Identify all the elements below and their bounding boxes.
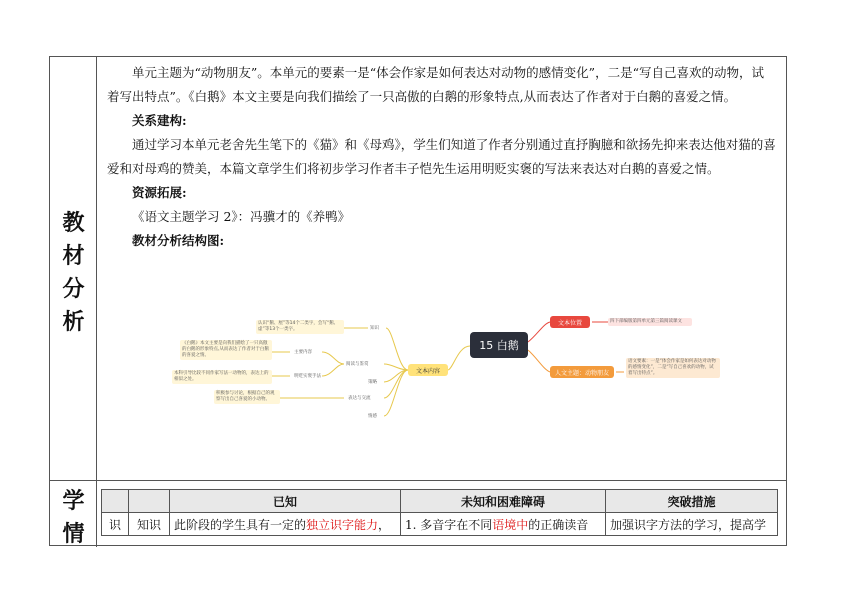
mindmap-branch-emotion: 情感 [368, 414, 377, 419]
mindmap-sub-main-idea: 主要内容 [294, 350, 312, 355]
mindmap-node-text-position: 文本位置 [550, 316, 590, 328]
mindmap-leaf-expression: 积极参与讨论，根据自己的观察写出自己喜爱的小动物。 [214, 390, 280, 404]
unknown-suffix: 的正确读音 [528, 517, 589, 532]
structure-mindmap [118, 254, 718, 434]
structure-heading: 教材分析结构图: [132, 233, 225, 248]
known-text: 此阶段的学生具有一定的 [174, 517, 307, 532]
mindmap-branch-strategy: 策略 [368, 380, 377, 385]
study-header-unknown: 未知和困难障碍 [401, 490, 606, 513]
study-label-char: 情 [62, 521, 85, 547]
analysis-paragraph-1: 单元主题为“动物朋友”。本单元的要素一是“体会作家是如何表达对动物的感情变化”，二是“写自己喜欢的动物，试着写出特点”。《白鹅》本文主要是向我们描绘了一只高傲的白鹅的形象特点,从而表达了作者对于白鹅的喜爱之情。 [107, 65, 764, 104]
study-cell-unknown [401, 513, 606, 536]
analysis-label-char: 材 [62, 243, 85, 269]
known-suffix: ， [378, 517, 391, 532]
mindmap-node-text-content: 文本内容 [408, 364, 448, 376]
relation-heading: 关系建构: [132, 113, 187, 128]
resource-text: 《语文主题学习 2》：冯骥才的《养鸭》 [132, 209, 351, 224]
study-table-header-row [102, 490, 778, 513]
mindmap-center-node: 15 白鹅 [470, 332, 528, 358]
mindmap-leaf-text-position: 四下部编版第四单元第三篇阅读课文 [608, 318, 692, 326]
analysis-label-char: 教 [62, 210, 85, 236]
unknown-text: 1. 多音字在不同 [405, 517, 493, 532]
mindmap-branch-expression: 表达与交流 [348, 396, 371, 401]
study-table [101, 489, 778, 536]
mindmap-leaf-method: 本科引导比较不同作家写法一动物的，表达上的相似之处。 [172, 370, 272, 384]
mindmap-branch-reading: 阅读与鉴赏 [346, 362, 369, 367]
unknown-highlight: 语境中 [492, 517, 529, 532]
resource-heading: 资源拓展: [132, 185, 187, 200]
mindmap-leaf-theme: 语文要素：一是“体会作家是如何表达对动物的感情变化”，二是“写自己喜欢的动物，试着写出特点”。 [626, 358, 720, 378]
study-cell-measures: 加强识字方法的学习，提高学 [606, 513, 778, 536]
analysis-label-char: 析 [62, 309, 85, 335]
study-header-cell [129, 490, 170, 513]
section-label-study [50, 485, 97, 551]
mindmap-node-theme: 人文主题：动物朋友 [550, 366, 614, 378]
known-highlight: 独立识字能力 [306, 517, 379, 532]
study-cell-subcategory: 知识 [129, 513, 170, 536]
study-cell-known [170, 513, 401, 536]
study-header-measures: 突破措施 [606, 490, 778, 513]
analysis-paragraph-2: 通过学习本单元老舍先生笔下的《猫》和《母鸡》，学生们知道了作者分别通过直抒胸臆和欲扬先抑来表达他对猫的喜爱和对母鸡的赞美，本篇文章学生们将初步学习作者丰子恺先生运用明贬实褒的写法来表达对白鹅的喜爱之情。 [107, 137, 776, 176]
study-table-row [102, 513, 778, 536]
study-header-known: 已知 [170, 490, 401, 513]
mindmap-leaf-main-idea: 《白鹅》本文主要是向我们描绘了一只高傲的白鹅的形象特点,从而表达了作者对于白鹅的喜爱之情。 [180, 340, 272, 360]
mindmap-sub-method: 明贬实褒手法 [294, 374, 321, 379]
mindmap-leaf-knowledge: 认识“鹅、厘”等14个二类字，会写“鹅、虚”等13个一类字。 [256, 320, 344, 334]
analysis-content [107, 61, 776, 253]
section-label-analysis [50, 207, 97, 339]
study-header-cell [102, 490, 129, 513]
study-cell-category: 识 [102, 513, 129, 536]
mindmap-branch-knowledge: 知识 [370, 326, 379, 331]
section-divider [50, 480, 786, 481]
analysis-label-char: 分 [62, 276, 85, 302]
study-label-char: 学 [62, 488, 85, 514]
